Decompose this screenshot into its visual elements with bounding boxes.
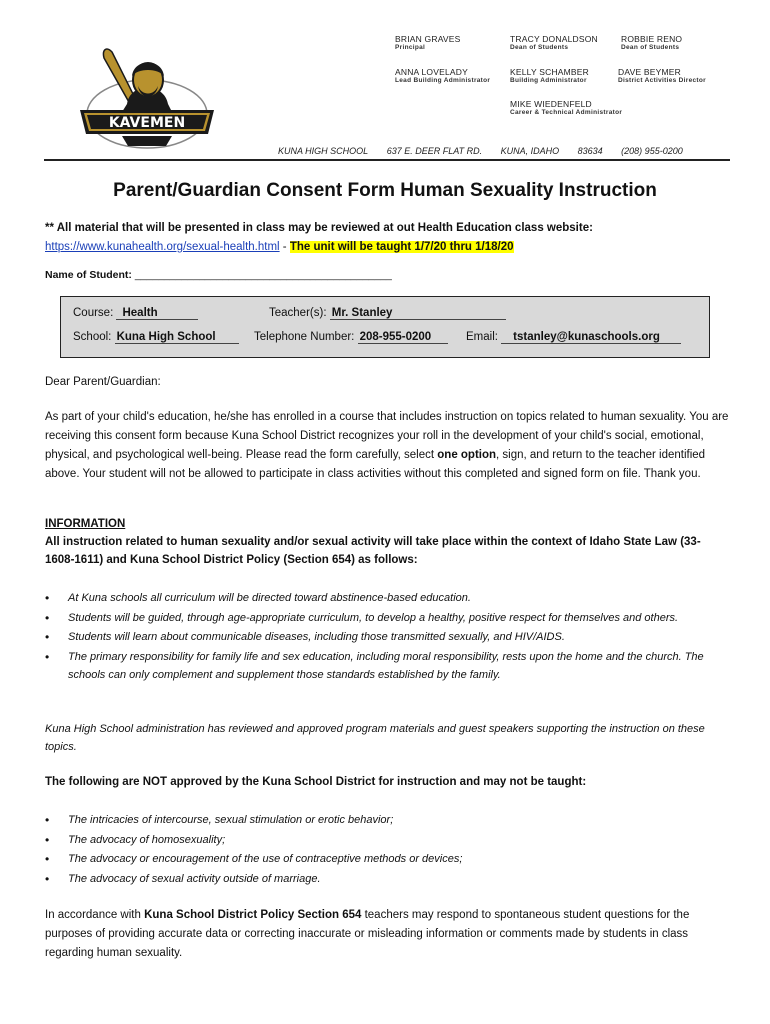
- list-item: • Students will learn about communicable diseases, including those transmitted sexually, and HIV/AIDS.: [45, 630, 565, 644]
- course-info-box: [60, 296, 710, 358]
- closing-text-a: In accordance with: [45, 909, 145, 921]
- course-field: [73, 307, 198, 320]
- caveman-mascot-icon: [72, 42, 222, 154]
- staff-role: Building Administrator: [510, 77, 587, 84]
- school-name: KUNA HIGH SCHOOL: [278, 146, 369, 156]
- staff-role: District Activities Director: [618, 77, 706, 84]
- list-item: • At Kuna schools all curriculum will be directed toward abstinence-based education.: [45, 591, 471, 605]
- teacher-value: Mr. Stanley: [330, 307, 506, 320]
- teacher-field: [269, 307, 506, 320]
- telephone-label: Telephone Number:: [254, 331, 355, 343]
- staff-name: BRIAN GRAVES: [395, 34, 461, 44]
- student-name-blank[interactable]: ____________________________________________: [134, 269, 392, 281]
- closing-policy-ref: Kuna School District Policy Section 654: [144, 909, 362, 921]
- not-approved-heading: The following are NOT approved by the Kuna School District for instruction and may not be taught:: [45, 776, 587, 788]
- health-website-link[interactable]: https://www.kunahealth.org/sexual-health.html: [45, 241, 280, 253]
- list-item: • The advocacy of sexual activity outside of marriage.: [45, 871, 321, 886]
- intro-dash: -: [279, 241, 290, 253]
- p1-text-b: , sign, and return to the teacher identified above. Your student will not be allowed to participate in class activities without this completed and signed form on file. Thank you.: [45, 449, 706, 480]
- staff-name: ROBBIE RENO: [621, 34, 683, 44]
- school-address: [278, 146, 699, 156]
- teacher-label: Teacher(s):: [269, 307, 327, 319]
- staff-role: Principal: [395, 44, 426, 51]
- closing-paragraph: [45, 906, 730, 963]
- staff-role: Lead Building Administrator: [395, 77, 491, 84]
- review-note: Kuna High School administration has reviewed and approved program materials and guest speakers supporting the instruction on these topics.: [45, 723, 705, 753]
- school-field: [73, 331, 239, 344]
- school-city: KUNA, IDAHO: [500, 146, 560, 156]
- staff-robbie-reno: [621, 34, 682, 51]
- school-zip: 83634: [577, 146, 603, 156]
- header-divider: [44, 159, 730, 161]
- staff-name: TRACY DONALDSON: [510, 34, 598, 44]
- student-name-field[interactable]: [45, 269, 392, 281]
- staff-name: ANNA LOVELADY: [395, 67, 468, 77]
- school-street: 637 E. DEER FLAT RD.: [386, 146, 483, 156]
- staff-brian-graves: [395, 34, 461, 51]
- course-label: Course:: [73, 307, 114, 319]
- not-approved-list: [45, 811, 705, 889]
- email-value[interactable]: tstanley@kunaschools.org: [501, 331, 681, 344]
- email-field: [466, 331, 681, 344]
- p1-bold: one option: [437, 449, 497, 461]
- staff-name: DAVE BEYMER: [618, 67, 681, 77]
- staff-kelly-schamber: [510, 67, 589, 84]
- information-heading: INFORMATION: [45, 518, 126, 530]
- staff-role: Career & Technical Administrator: [510, 109, 623, 116]
- student-name-label: Name of Student:: [45, 269, 132, 281]
- list-item: • The advocacy of homosexuality;: [45, 832, 226, 847]
- intro-paragraph: [45, 408, 730, 484]
- information-lead: All instruction related to human sexuality and/or sexual activity will take place within the context of Idaho State Law (33-1608-1611) and Kuna School District Policy (Section 654) as follows:: [45, 536, 701, 566]
- staff-name: MIKE WIEDENFELD: [510, 99, 592, 109]
- list-item: • Students will be guided, through age-appropriate curriculum, to develop a healthy, positive respect for themselves and others.: [45, 610, 679, 625]
- page-title: Parent/Guardian Consent Form Human Sexuality Instruction: [113, 180, 657, 201]
- staff-role: Dean of Students: [621, 44, 680, 51]
- instruction-policy-list: [45, 589, 705, 686]
- intro-block: [45, 219, 730, 257]
- staff-role: Dean of Students: [510, 44, 569, 51]
- kavemen-logo: [72, 42, 222, 154]
- staff-name: KELLY SCHAMBER: [510, 67, 590, 77]
- staff-anna-lovelady: [395, 67, 490, 84]
- email-label: Email:: [466, 331, 498, 343]
- course-value: Health: [116, 307, 198, 320]
- p1-text-a: As part of your child's education, he/she has enrolled in a course that includes instruction on topics related to human sexuality. You are receiving this consent form because Kuna School District recognizes your roll in the development of your child's social, emotional, physical, and psychological well-being. Please read the form carefully, select: [45, 411, 729, 461]
- telephone-value: 208-955-0200: [358, 331, 448, 344]
- staff-dave-beymer: [618, 67, 706, 84]
- closing-text-b: teachers may respond to spontaneous student questions for the purposes of providing accurate data or correcting inaccurate or misleading information or comments made by students in class regarding human sexuality.: [45, 909, 690, 959]
- staff-mike-wiedenfeld: [510, 99, 622, 116]
- intro-note: ** All material that will be presented in class may be reviewed at out Health Education class website:: [45, 222, 593, 234]
- information-section: [45, 515, 730, 569]
- telephone-field: [254, 331, 448, 344]
- school-label: School:: [73, 331, 112, 343]
- logo-wordmark: KAVEMEN: [108, 115, 186, 131]
- list-item: • The intricacies of intercourse, sexual stimulation or erotic behavior;: [45, 813, 394, 827]
- unit-dates-highlight: The unit will be taught 1/7/20 thru 1/18/20: [289, 241, 514, 253]
- list-item: • The advocacy or encouragement of the use of contraceptive methods or devices;: [45, 852, 463, 866]
- school-value: Kuna High School: [115, 331, 239, 344]
- list-item: • The primary responsibility for family life and sex education, including moral responsibility, rests upon the home and the church. The schools can only complement and supplement those standards established by the family.: [45, 649, 704, 681]
- salutation: Dear Parent/Guardian:: [45, 376, 161, 388]
- staff-tracy-donaldson: [510, 34, 598, 51]
- school-phone: (208) 955-0200: [621, 146, 683, 156]
